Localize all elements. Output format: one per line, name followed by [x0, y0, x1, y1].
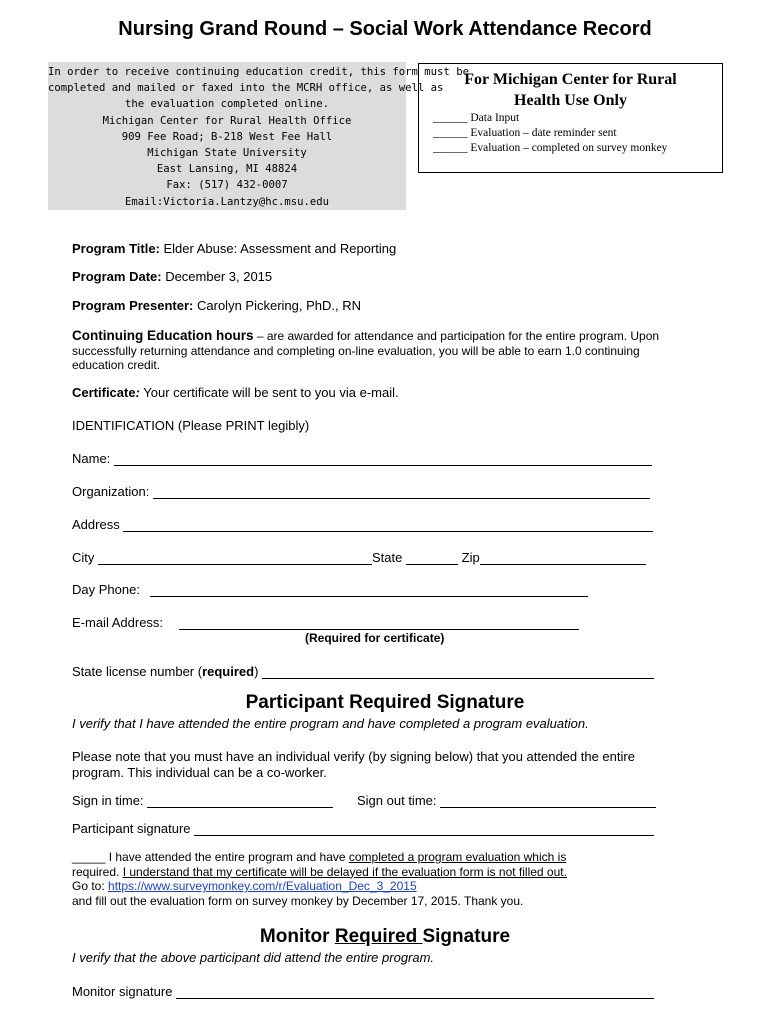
certificate-colon: : [135, 385, 140, 400]
name-label: Name: [72, 451, 111, 466]
address-row [72, 517, 653, 532]
office-use-box [418, 63, 723, 173]
info-line: East Lansing, MI 48824 [156, 163, 298, 176]
instructions-box [48, 62, 469, 210]
monitor-heading-part: Signature [422, 926, 511, 947]
email-field[interactable] [179, 616, 579, 630]
monitor-heading [0, 926, 770, 948]
monitor-signature-row [72, 984, 654, 999]
zip-label: Zip [461, 550, 480, 565]
sign-in-row [72, 793, 333, 808]
day-phone-row [72, 582, 588, 597]
sign-out-row [357, 793, 656, 808]
city-field[interactable] [98, 551, 372, 565]
participant-signature-label: Participant signature [72, 821, 191, 836]
participant-heading: Participant Required Signature [245, 692, 525, 713]
info-line: Michigan State University [147, 147, 307, 160]
program-title-value: Elder Abuse: Assessment and Reporting [159, 241, 397, 256]
info-line: In order to receive continuing education credit, this form must be [48, 66, 469, 78]
identification-heading: IDENTIFICATION (Please PRINT legibly) [72, 418, 310, 433]
ce-text: successfully returning attendance and completing on-line evaluation, you will be able to earn 1.0 continuing [72, 343, 640, 358]
participant-signature-row [72, 821, 654, 836]
program-title-label: Program Title: [72, 241, 160, 256]
goto-label: Go to: [72, 879, 109, 893]
city-label: City [72, 550, 95, 565]
page-title: Nursing Grand Round – Social Work Attendance Record [118, 18, 652, 40]
required-for-certificate-note: (Required for certificate) [305, 631, 445, 645]
certificate-label: Certificate [72, 385, 136, 400]
city-state-zip-row [72, 550, 646, 565]
info-line: 909 Fee Road; B-218 West Fee Hall [121, 130, 333, 143]
license-label-close: ) [254, 664, 259, 679]
note-line: Please note that you must have an individual verify (by signing below) that you attended the entire [72, 749, 635, 764]
agreement-text: I understand that my certificate will be delayed if the evaluation form is not filled out. [122, 864, 567, 879]
license-label: State license number ( [72, 664, 203, 679]
certificate-row [72, 385, 399, 400]
sign-out-label: Sign out time: [357, 793, 437, 808]
info-line: Fax: (517) 432-0007 [166, 179, 288, 192]
participant-signature-field[interactable] [194, 822, 654, 836]
monitor-heading-part: Monitor [259, 926, 335, 947]
organization-row [72, 484, 650, 499]
state-field[interactable] [406, 551, 458, 565]
ce-text: – are awarded for attendance and participation for the entire program. Upon [253, 329, 660, 343]
zip-field[interactable] [480, 551, 646, 565]
monitor-heading-part: Required [334, 926, 423, 947]
program-title-row [72, 241, 396, 256]
evaluation-link[interactable]: https://www.surveymonkey.com/r/Evaluation_Dec_3_2015 [108, 879, 417, 893]
info-line: Michigan Center for Rural Health Office [102, 114, 352, 127]
info-line: completed and mailed or faxed into the MCRH office, as well as [48, 82, 444, 95]
monitor-verify: I verify that the above participant did attend the entire program. [72, 950, 435, 965]
certificate-text: Your certificate will be sent to you via e-mail. [139, 385, 399, 400]
ce-label: Continuing Education hours [72, 328, 254, 343]
agreement-text: required. [72, 864, 123, 879]
note-line: program. This individual can be a co-worker. [72, 765, 327, 780]
license-field[interactable] [262, 665, 654, 679]
info-line: the evaluation completed online. [124, 98, 330, 111]
state-label: State [372, 550, 403, 565]
address-label: Address [72, 517, 120, 532]
sign-in-label: Sign in time: [72, 793, 144, 808]
name-row [72, 451, 652, 466]
office-use-heading-line: For Michigan Center for Rural [464, 71, 677, 88]
office-use-item: ______ Evaluation – date reminder sent [433, 127, 617, 139]
agreement-checkbox[interactable]: _____ [72, 850, 106, 864]
office-use-item: ______ Data Input [433, 112, 520, 124]
ce-paragraph [72, 328, 659, 373]
info-email: Email:Victoria.Lantzy@hc.msu.edu [124, 195, 330, 208]
day-phone-label: Day Phone: [72, 582, 140, 597]
evaluation-agreement [72, 850, 567, 908]
address-field[interactable] [123, 518, 653, 532]
email-label: E-mail Address: [72, 615, 164, 630]
monitor-signature-field[interactable] [176, 985, 654, 999]
organization-label: Organization: [72, 484, 150, 499]
deadline-text: and fill out the evaluation form on survey monkey by December 17, 2015. Thank you. [72, 893, 524, 908]
monitor-signature-label: Monitor signature [72, 984, 173, 999]
program-presenter-row [72, 298, 361, 313]
name-field[interactable] [114, 452, 652, 466]
program-presenter-value: Carolyn Pickering, PhD., RN [193, 298, 362, 313]
participant-note [72, 749, 635, 781]
office-use-heading [419, 69, 722, 111]
agreement-text: I have attended the entire program and have [105, 850, 349, 864]
license-required: required [202, 664, 255, 679]
sign-in-field[interactable] [147, 794, 333, 808]
participant-verify: I verify that I have attended the entire program and have completed a program evaluation. [72, 716, 589, 731]
office-use-item: ______ Evaluation – completed on survey monkey [433, 142, 668, 154]
email-row [72, 615, 579, 630]
program-date-value: December 3, 2015 [161, 269, 273, 284]
program-date-label: Program Date: [72, 269, 162, 284]
program-presenter-label: Program Presenter: [72, 298, 194, 313]
office-use-heading-line: Health Use Only [514, 92, 627, 109]
ce-text: education credit. [72, 358, 161, 372]
license-row [72, 664, 654, 679]
program-date-row [72, 269, 272, 284]
sign-out-field[interactable] [440, 794, 656, 808]
day-phone-field[interactable] [150, 583, 588, 597]
organization-field[interactable] [153, 485, 650, 499]
agreement-text: completed a program evaluation which is [348, 850, 567, 864]
